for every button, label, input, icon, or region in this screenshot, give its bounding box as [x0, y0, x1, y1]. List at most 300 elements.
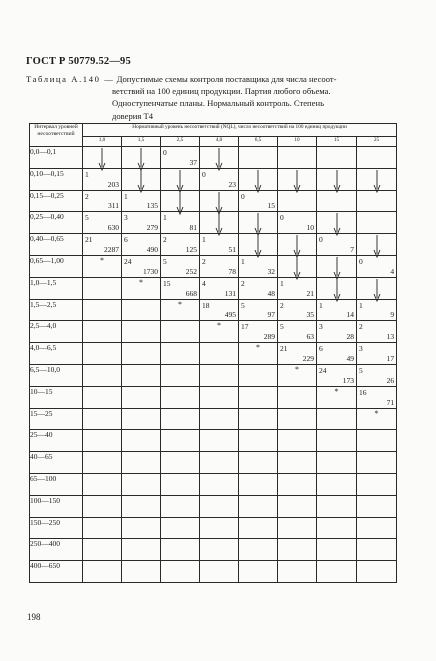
plan-cell — [122, 408, 161, 430]
acceptance-number: 2 — [85, 191, 89, 201]
acceptance-number: 2 — [280, 300, 284, 310]
plan-cell — [83, 430, 122, 452]
plan-cell — [83, 190, 122, 212]
row-interval-label: 0,15—0,25 — [30, 190, 83, 212]
table-row — [30, 321, 397, 343]
sample-size: 48 — [267, 288, 275, 298]
plan-cell — [239, 321, 278, 343]
acceptance-number: 17 — [241, 322, 249, 332]
down-arrow-icon — [357, 169, 396, 190]
acceptance-number: 2 — [202, 256, 206, 266]
column-header: 6,5 — [239, 137, 278, 147]
plan-cell — [317, 408, 357, 430]
sample-size: 668 — [185, 288, 197, 298]
plan-cell — [161, 473, 200, 495]
plan-cell — [239, 364, 278, 386]
plan-cell — [83, 299, 122, 321]
plan-cell — [239, 473, 278, 495]
column-header: 1,5 — [122, 137, 161, 147]
caption-line-2: ветствий на 100 единиц продукции. Партия любого объема. — [112, 86, 331, 97]
plan-cell — [239, 168, 278, 190]
sample-size: 26 — [386, 375, 395, 385]
sample-size: 495 — [224, 310, 236, 320]
plan-cell — [357, 430, 397, 452]
plan-cell — [357, 561, 397, 583]
down-arrow-icon — [278, 234, 316, 255]
plan-cell — [200, 495, 239, 517]
row-interval-label: 1,5—2,5 — [30, 299, 83, 321]
row-interval-label: 250—400 — [30, 539, 83, 561]
plan-cell — [83, 321, 122, 343]
plan-cell — [357, 386, 397, 408]
plan-cell — [317, 517, 357, 539]
plan-cell — [317, 299, 357, 321]
plan-cell — [83, 255, 122, 277]
caption-line-1 — [26, 73, 398, 85]
plan-cell — [278, 561, 317, 583]
plan-cell — [200, 343, 239, 365]
plan-cell — [239, 255, 278, 277]
standard-title: ГОСТ Р 50779.52—95 — [26, 56, 131, 67]
plan-cell — [357, 168, 397, 190]
row-interval-label: 150—250 — [30, 517, 83, 539]
plan-cell — [161, 299, 200, 321]
plan-cell — [83, 343, 122, 365]
asterisk-icon: * — [100, 255, 104, 265]
sample-size: 10 — [306, 223, 314, 233]
caption-line-4: доверия Т4 — [112, 110, 154, 121]
table-body — [30, 147, 397, 583]
plan-cell — [83, 386, 122, 408]
plan-cell — [317, 386, 357, 408]
plan-cell — [122, 495, 161, 517]
acceptance-number: 0 — [241, 191, 245, 201]
plan-cell — [83, 212, 122, 234]
acceptance-number: 6 — [124, 235, 128, 245]
plan-cell — [278, 212, 317, 234]
plan-cell — [278, 190, 317, 212]
table-row — [30, 299, 397, 321]
sample-size: 125 — [185, 244, 197, 254]
plan-cell — [122, 212, 161, 234]
plan-cell — [357, 495, 397, 517]
plan-cell — [200, 147, 239, 169]
column-header: 4,0 — [200, 137, 239, 147]
down-arrow-icon — [317, 256, 356, 277]
plan-cell — [122, 364, 161, 386]
plan-cell — [200, 539, 239, 561]
plan-cell — [83, 234, 122, 256]
asterisk-icon: * — [139, 277, 143, 287]
plan-cell — [278, 147, 317, 169]
plan-cell — [200, 386, 239, 408]
down-arrow-icon — [200, 191, 238, 212]
row-interval-label: 100—150 — [30, 495, 83, 517]
plan-cell — [161, 408, 200, 430]
plan-cell — [122, 452, 161, 474]
down-arrow-icon — [239, 169, 277, 190]
plan-cell — [278, 473, 317, 495]
table-row — [30, 452, 397, 474]
plan-cell — [239, 234, 278, 256]
plan-cell — [200, 255, 239, 277]
plan-cell — [83, 495, 122, 517]
down-arrow-icon — [239, 212, 277, 233]
acceptance-number: 0 — [280, 213, 284, 223]
plan-cell — [239, 190, 278, 212]
plan-cell — [122, 234, 161, 256]
plan-cell — [161, 561, 200, 583]
plan-cell — [317, 255, 357, 277]
sample-size: 49 — [346, 353, 354, 363]
caption-label: Таблица А.140 — — [26, 74, 115, 84]
plan-cell — [161, 364, 200, 386]
plan-cell — [317, 190, 357, 212]
plan-cell — [239, 386, 278, 408]
plan-cell — [83, 473, 122, 495]
plan-cell — [239, 212, 278, 234]
plan-cell — [278, 364, 317, 386]
table-row — [30, 343, 397, 365]
acceptance-number: 6 — [319, 344, 323, 354]
acceptance-number: 21 — [85, 235, 93, 245]
caption-line-3: Одноступенчатые планы. Нормальный контроль. Степень — [112, 98, 324, 109]
plan-cell — [317, 561, 357, 583]
plan-cell — [357, 190, 397, 212]
sample-size: 311 — [108, 201, 119, 211]
row-interval-label: 6,5—10,0 — [30, 364, 83, 386]
acceptance-number: 3 — [319, 322, 323, 332]
sample-size: 17 — [386, 353, 395, 363]
plan-cell — [317, 473, 357, 495]
table-row — [30, 255, 397, 277]
acceptance-number: 2 — [359, 322, 363, 332]
row-interval-label: 0,25—0,40 — [30, 212, 83, 234]
plan-cell — [161, 430, 200, 452]
acceptance-number: 5 — [359, 365, 363, 375]
acceptance-number: 0 — [202, 169, 206, 179]
plan-cell — [161, 452, 200, 474]
sample-size: 78 — [228, 266, 236, 276]
sample-size: 9 — [390, 310, 395, 320]
plan-cell — [357, 147, 397, 169]
plan-cell — [278, 430, 317, 452]
plan-cell — [83, 539, 122, 561]
plan-cell — [200, 561, 239, 583]
plan-cell — [122, 430, 161, 452]
row-interval-label: 10—15 — [30, 386, 83, 408]
plan-cell — [357, 408, 397, 430]
plan-cell — [357, 321, 397, 343]
plan-cell — [278, 255, 317, 277]
down-arrow-icon — [122, 147, 160, 168]
plan-cell — [122, 343, 161, 365]
plan-cell — [278, 408, 317, 430]
sample-size: 131 — [224, 288, 236, 298]
plan-cell — [278, 343, 317, 365]
plan-cell — [200, 321, 239, 343]
plan-cell — [357, 212, 397, 234]
plan-cell — [122, 517, 161, 539]
down-arrow-icon — [357, 234, 396, 255]
plan-cell — [200, 299, 239, 321]
plan-cell — [161, 277, 200, 299]
sample-size: 51 — [228, 244, 236, 254]
sample-size: 28 — [346, 332, 354, 342]
sample-size: 289 — [263, 332, 275, 342]
plan-cell — [239, 452, 278, 474]
table-row — [30, 234, 397, 256]
plan-cell — [357, 364, 397, 386]
plan-cell — [317, 539, 357, 561]
row-interval-label: 4,0—6,5 — [30, 343, 83, 365]
plan-cell — [122, 321, 161, 343]
plan-cell — [239, 343, 278, 365]
acceptance-number: 1 — [280, 278, 284, 288]
plan-cell — [161, 255, 200, 277]
table-row — [30, 168, 397, 190]
plan-cell — [122, 168, 161, 190]
plan-cell — [161, 343, 200, 365]
sample-size: 490 — [146, 244, 158, 254]
row-interval-label: 0,0—0,1 — [30, 147, 83, 169]
row-interval-label: 1,0—1,5 — [30, 277, 83, 299]
plan-cell — [122, 299, 161, 321]
down-arrow-icon — [278, 256, 316, 277]
down-arrow-icon — [200, 212, 238, 233]
table-row — [30, 364, 397, 386]
plan-cell — [317, 147, 357, 169]
table-row — [30, 517, 397, 539]
acceptance-number: 5 — [241, 300, 245, 310]
acceptance-number: 2 — [241, 278, 245, 288]
plan-cell — [239, 147, 278, 169]
sample-size: 97 — [267, 310, 275, 320]
row-interval-label: 0,10—0,15 — [30, 168, 83, 190]
plan-cell — [161, 190, 200, 212]
sample-size: 2287 — [104, 244, 119, 254]
plan-cell — [278, 277, 317, 299]
plan-cell — [317, 277, 357, 299]
caption-text-1: Допустимые схемы контроля поставщика для числа несоот- — [116, 74, 337, 84]
acceptance-number: 2 — [163, 235, 167, 245]
plan-cell — [278, 234, 317, 256]
plan-cell — [357, 539, 397, 561]
plan-cell — [317, 212, 357, 234]
row-interval-label: 25—40 — [30, 430, 83, 452]
acceptance-number: 1 — [202, 235, 206, 245]
acceptance-number: 1 — [319, 300, 323, 310]
acceptance-number: 3 — [359, 344, 363, 354]
acceptance-number: 0 — [359, 256, 363, 266]
acceptance-number: 0 — [163, 148, 167, 157]
plan-cell — [161, 539, 200, 561]
row-interval-label: 400—650 — [30, 561, 83, 583]
plan-cell — [317, 168, 357, 190]
sample-size: 21 — [306, 288, 314, 298]
table-row — [30, 147, 397, 169]
table-row — [30, 561, 397, 583]
sample-size: 229 — [302, 353, 314, 363]
column-header: 15 — [317, 137, 357, 147]
table-row — [30, 212, 397, 234]
acceptance-number: 1 — [241, 256, 245, 266]
plan-cell — [161, 147, 200, 169]
down-arrow-icon — [161, 169, 199, 190]
plan-cell — [239, 561, 278, 583]
sample-size: 4 — [390, 266, 395, 276]
plan-cell — [357, 234, 397, 256]
sample-size: 14 — [346, 310, 354, 320]
plan-cell — [278, 517, 317, 539]
down-arrow-icon — [317, 278, 356, 299]
down-arrow-icon — [317, 212, 356, 233]
down-arrow-icon — [83, 147, 121, 168]
plan-cell — [83, 452, 122, 474]
plan-cell — [200, 212, 239, 234]
column-header: 2,5 — [161, 137, 200, 147]
sample-size: 173 — [342, 375, 354, 385]
plan-cell — [200, 473, 239, 495]
row-interval-label: 65—100 — [30, 473, 83, 495]
acceptance-number: 1 — [163, 213, 167, 223]
row-interval-label: 0,40—0,65 — [30, 234, 83, 256]
plan-cell — [200, 234, 239, 256]
plan-cell — [239, 408, 278, 430]
sample-size: 13 — [386, 332, 395, 342]
acceptance-number: 15 — [163, 278, 171, 288]
sample-size: 35 — [306, 310, 314, 320]
acceptance-number: 21 — [280, 344, 288, 354]
plan-cell — [357, 343, 397, 365]
acceptance-number: 5 — [85, 213, 89, 223]
acceptance-number: 3 — [124, 213, 128, 223]
plan-cell — [200, 190, 239, 212]
plan-cell — [122, 277, 161, 299]
plan-cell — [161, 495, 200, 517]
plan-cell — [278, 495, 317, 517]
plan-cell — [200, 430, 239, 452]
acceptance-number: 18 — [202, 300, 210, 310]
row-interval-label: 0,65—1,00 — [30, 255, 83, 277]
plan-cell — [239, 277, 278, 299]
plan-cell — [278, 539, 317, 561]
acceptance-number: 0 — [319, 235, 323, 245]
plan-cell — [200, 168, 239, 190]
down-arrow-icon — [122, 169, 160, 190]
page-number: 198 — [27, 612, 41, 622]
table-row — [30, 408, 397, 430]
plan-cell — [161, 168, 200, 190]
table-row — [30, 190, 397, 212]
sample-size: 63 — [306, 332, 314, 342]
plan-cell — [239, 517, 278, 539]
row-interval-label: 40—65 — [30, 452, 83, 474]
plan-cell — [239, 430, 278, 452]
plan-cell — [317, 364, 357, 386]
plan-cell — [357, 452, 397, 474]
plan-cell — [357, 277, 397, 299]
down-arrow-icon — [317, 169, 356, 190]
asterisk-icon: * — [178, 299, 182, 309]
plan-cell — [122, 473, 161, 495]
table-caption — [26, 73, 398, 122]
acceptance-number: 1 — [359, 300, 363, 310]
asterisk-icon: * — [295, 364, 299, 374]
plan-cell — [161, 386, 200, 408]
plan-cell — [357, 255, 397, 277]
plan-cell — [200, 408, 239, 430]
acceptance-number: 1 — [85, 169, 89, 179]
table-row — [30, 473, 397, 495]
sample-size: 630 — [107, 223, 119, 233]
down-arrow-icon — [200, 147, 238, 168]
plan-cell — [317, 234, 357, 256]
acceptance-number: 5 — [280, 322, 284, 332]
column-header: 1,0 — [83, 137, 122, 147]
down-arrow-icon — [278, 169, 316, 190]
sample-size: 23 — [228, 179, 236, 189]
sample-size: 81 — [189, 223, 197, 233]
plan-cell — [161, 321, 200, 343]
plan-cell — [200, 364, 239, 386]
down-arrow-icon — [357, 278, 396, 299]
acceptance-number: 4 — [202, 278, 206, 288]
plan-cell — [83, 408, 122, 430]
plan-cell — [357, 299, 397, 321]
sample-size: 135 — [146, 201, 158, 211]
sample-size: 1730 — [143, 266, 158, 276]
asterisk-icon: * — [374, 408, 379, 418]
sample-size: 32 — [267, 266, 275, 276]
plan-cell — [357, 517, 397, 539]
sample-size: 7 — [350, 244, 354, 254]
plan-cell — [122, 147, 161, 169]
plan-cell — [278, 386, 317, 408]
plan-cell — [278, 299, 317, 321]
plan-cell — [122, 539, 161, 561]
plan-cell — [83, 147, 122, 169]
plan-cell — [83, 517, 122, 539]
sample-size: 15 — [267, 201, 275, 211]
down-arrow-icon — [161, 191, 199, 212]
plan-cell — [161, 234, 200, 256]
plan-cell — [83, 561, 122, 583]
plan-cell — [239, 299, 278, 321]
table-row — [30, 495, 397, 517]
table-row — [30, 430, 397, 452]
plan-cell — [161, 517, 200, 539]
plan-cell — [278, 452, 317, 474]
acceptance-number: 1 — [124, 191, 128, 201]
plan-cell — [83, 277, 122, 299]
plan-cell — [83, 168, 122, 190]
plan-cell — [83, 364, 122, 386]
row-header: Интервал уровней несоответствий — [30, 124, 83, 147]
plan-cell — [122, 561, 161, 583]
sample-size: 37 — [189, 157, 197, 167]
plan-cell — [122, 386, 161, 408]
down-arrow-icon — [239, 234, 277, 255]
table-row — [30, 277, 397, 299]
sample-size: 279 — [146, 223, 158, 233]
plan-cell — [317, 343, 357, 365]
plan-cell — [278, 168, 317, 190]
column-header: 25 — [357, 137, 397, 147]
row-interval-label: 2,5—4,0 — [30, 321, 83, 343]
plan-cell — [317, 430, 357, 452]
asterisk-icon: * — [217, 321, 221, 331]
